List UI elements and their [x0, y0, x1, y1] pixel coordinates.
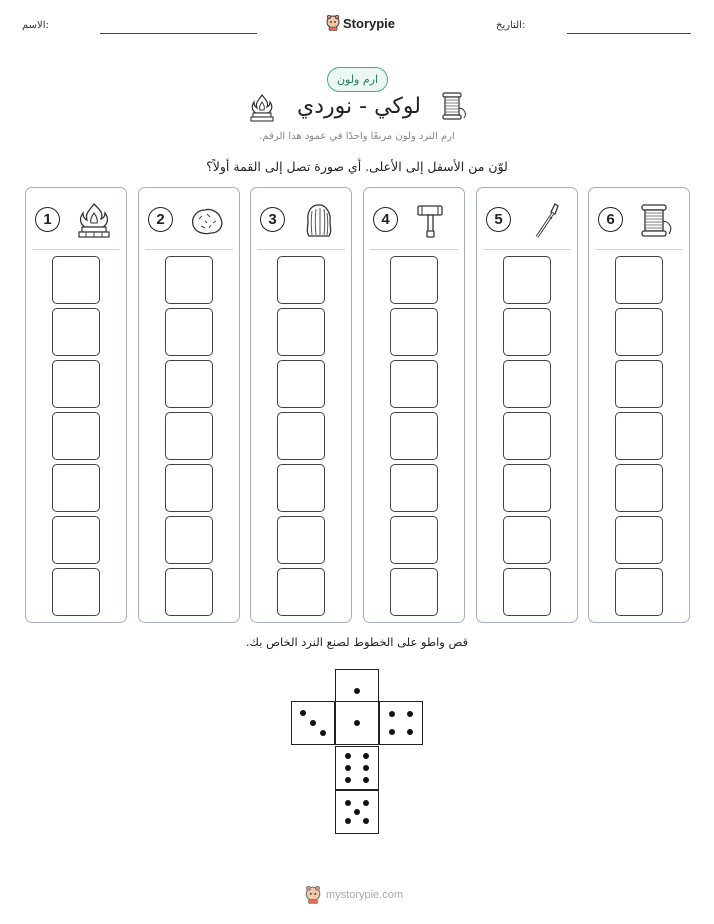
campfire-icon [248, 92, 276, 124]
color-cell[interactable] [277, 516, 325, 564]
dice-face-4 [379, 701, 423, 745]
dice-pip [345, 765, 351, 771]
color-cell[interactable] [165, 568, 213, 616]
activity-tag: ارم ولون [327, 67, 388, 92]
color-cell[interactable] [390, 308, 438, 356]
dice-pip [389, 729, 395, 735]
color-cell[interactable] [503, 464, 551, 512]
color-cell[interactable] [615, 568, 663, 616]
fur-pelt-icon [299, 201, 339, 241]
storypie-mascot-icon [305, 886, 321, 904]
dice-net [290, 669, 424, 835]
color-cell[interactable] [52, 568, 100, 616]
title-row [248, 90, 470, 128]
color-cell[interactable] [277, 308, 325, 356]
color-cell[interactable] [277, 256, 325, 304]
dice-pip [310, 720, 316, 726]
column-number: 3 [260, 207, 285, 232]
cut-instruction: قص واطو على الخطوط لصنع النرد الخاص بك. [245, 635, 469, 649]
page-title: لوكي - نوردي [297, 94, 421, 119]
column-number: 5 [486, 207, 511, 232]
column-6 [588, 187, 690, 623]
color-cell[interactable] [277, 464, 325, 512]
dice-face-1-center [335, 701, 379, 745]
dice-face-6 [335, 746, 379, 790]
dice-pip [363, 777, 369, 783]
color-cell[interactable] [503, 516, 551, 564]
column-number: 2 [148, 207, 173, 232]
color-cell[interactable] [390, 464, 438, 512]
dice-pip [363, 765, 369, 771]
storypie-mascot-icon [326, 15, 340, 31]
color-cell[interactable] [390, 516, 438, 564]
color-cell[interactable] [52, 308, 100, 356]
color-cell[interactable] [52, 464, 100, 512]
brand-logo [326, 13, 395, 33]
color-cell[interactable] [503, 412, 551, 460]
column-2 [138, 187, 240, 623]
dice-pip [300, 710, 306, 716]
dice-pip [354, 809, 360, 815]
column-divider [257, 249, 345, 250]
color-cell[interactable] [165, 412, 213, 460]
instruction: لوّن من الأسفل إلى الأعلى. أي صورة تصل إلى القمة أولاً؟ [206, 159, 508, 174]
spear-icon [525, 201, 565, 241]
color-cell[interactable] [277, 360, 325, 408]
dice-face-3 [291, 701, 335, 745]
color-cell[interactable] [165, 516, 213, 564]
name-line[interactable] [100, 33, 257, 34]
dice-pip [345, 800, 351, 806]
color-cell[interactable] [390, 412, 438, 460]
dice-pip [345, 753, 351, 759]
color-cell[interactable] [390, 256, 438, 304]
column-number: 1 [35, 207, 60, 232]
color-cell[interactable] [615, 412, 663, 460]
dice-pip [389, 711, 395, 717]
column-divider [32, 249, 120, 250]
dice-pip [363, 753, 369, 759]
column-number: 4 [373, 207, 398, 232]
column-divider [595, 249, 683, 250]
dice-face-5 [335, 790, 379, 834]
color-cell[interactable] [390, 360, 438, 408]
color-cell[interactable] [52, 360, 100, 408]
name-label: الاسم: [22, 20, 49, 31]
column-4 [363, 187, 465, 623]
campfire-icon [74, 201, 114, 241]
color-cell[interactable] [165, 360, 213, 408]
footer [305, 884, 403, 906]
color-cell[interactable] [503, 256, 551, 304]
dice-pip [407, 711, 413, 717]
brand-name: Storypie [343, 15, 396, 31]
dice-pip [354, 688, 360, 694]
color-cell[interactable] [52, 516, 100, 564]
color-cell[interactable] [277, 412, 325, 460]
color-cell[interactable] [390, 568, 438, 616]
color-cell[interactable] [503, 308, 551, 356]
color-cell[interactable] [165, 308, 213, 356]
color-cell[interactable] [615, 308, 663, 356]
dice-pip [363, 800, 369, 806]
column-1 [25, 187, 127, 623]
dice-pip [407, 729, 413, 735]
dice-pip [345, 818, 351, 824]
color-cell[interactable] [615, 516, 663, 564]
color-cell[interactable] [615, 360, 663, 408]
rock-icon [187, 201, 227, 241]
color-cell[interactable] [503, 568, 551, 616]
color-cell[interactable] [165, 464, 213, 512]
color-cell[interactable] [52, 412, 100, 460]
column-3 [250, 187, 352, 623]
dice-pip [354, 720, 360, 726]
subtitle: ارم النرد ولون مربعًا واحدًا في عمود هذا الرقم. [259, 131, 455, 142]
dice-pip [320, 730, 326, 736]
column-5 [476, 187, 578, 623]
date-label: التاريخ: [496, 20, 526, 31]
dice-pip [363, 818, 369, 824]
color-cell[interactable] [615, 464, 663, 512]
column-divider [370, 249, 458, 250]
thread-spool-icon [438, 90, 470, 124]
dice-pip [345, 777, 351, 783]
column-number: 6 [598, 207, 623, 232]
footer-url[interactable]: mystorypie.com [326, 889, 404, 901]
thread-spool-icon [637, 201, 677, 241]
color-cell[interactable] [503, 360, 551, 408]
color-cell[interactable] [165, 256, 213, 304]
color-cell[interactable] [277, 568, 325, 616]
column-divider [483, 249, 571, 250]
color-cell[interactable] [52, 256, 100, 304]
color-cell[interactable] [615, 256, 663, 304]
column-divider [145, 249, 233, 250]
date-line[interactable] [567, 33, 691, 34]
hammer-icon [412, 201, 452, 241]
